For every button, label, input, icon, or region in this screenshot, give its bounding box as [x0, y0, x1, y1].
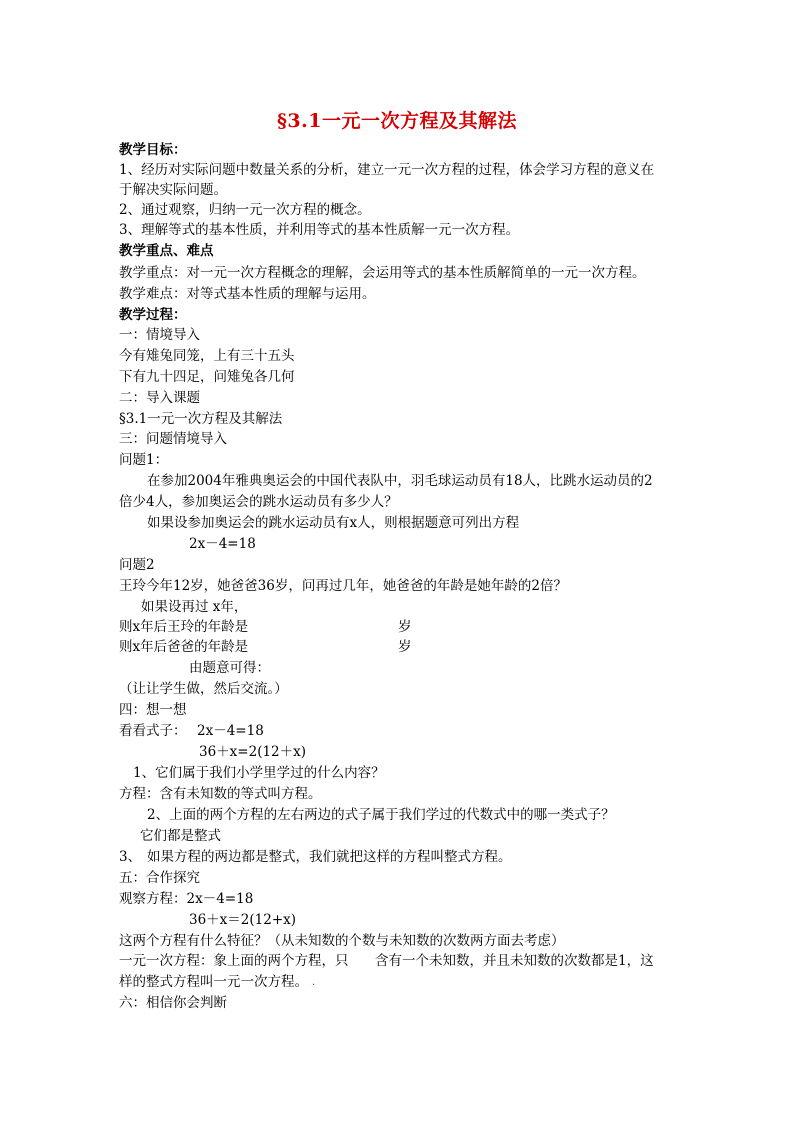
riddle-line-2: 下有九十四足，问雉兔各几何	[119, 369, 295, 385]
integral-equation-definition: 如果方程的两边都是整式，我们就把这样的方程叫整式方程。	[147, 849, 512, 865]
feature-question: 这两个方程有什么特征？（从未知数的个数与未知数的次数两方面去考虑）	[119, 933, 565, 949]
problem-2-text: 王玲今年12岁，她爸爸36岁，问再过几年，她爸爸的年龄是她年龄的2倍？	[119, 578, 567, 594]
wangling-age-prompt: 则x年后王玲的年龄是	[119, 619, 249, 635]
observe-equation-1: 观察方程：2x－4=18	[119, 891, 254, 907]
heading-objectives: 教学目标：	[119, 142, 187, 158]
section-6-heading: 六：相信你会判断	[119, 995, 227, 1011]
age-unit-2: 岁	[398, 639, 412, 655]
problem-2-label: 问题2	[119, 557, 155, 573]
expression-1: 2x－4=18	[197, 723, 264, 739]
section-4-heading: 四：想一想	[119, 702, 187, 718]
age-unit-1: 岁	[398, 619, 412, 635]
objective-1-cont: 于解决实际问题。	[119, 182, 227, 198]
father-age-prompt: 则x年后爸爸的年龄是	[119, 639, 249, 655]
question-2: 2、上面的两个方程的左右两边的式子属于我们学过的代数式中的哪一类式子？	[147, 807, 615, 823]
section-2-heading: 二：导入课题	[119, 390, 200, 406]
topic-line: §3.1一元一次方程及其解法	[119, 411, 283, 427]
expression-2: 36＋x=2(12＋x)	[199, 744, 307, 760]
problem-2-setup: 如果设再过 x年，	[141, 599, 248, 615]
key-point: 教学重点：对一元一次方程概念的理解，会运用等式的基本性质解简单的一元一次方程。	[119, 265, 646, 281]
section-5-heading: 五：合作探究	[119, 870, 200, 886]
equation-definition: 方程：含有未知数的等式叫方程。	[119, 786, 322, 802]
section-3-heading: 三：问题情境导入	[119, 431, 227, 447]
observe-equation-2: 36＋x＝2(12+x)	[189, 912, 297, 928]
heading-key-points: 教学重点、难点	[119, 243, 214, 259]
problem-1-label: 问题1：	[119, 452, 169, 468]
equation-prompt: 由题意可得：	[189, 660, 270, 676]
document-title: §3.1一元一次方程及其解法	[277, 110, 517, 132]
difficult-point: 教学难点：对等式基本性质的理解与运用。	[119, 286, 376, 302]
objective-3: 3、理解等式的基本性质，并利用等式的基本性质解一元一次方程。	[119, 222, 520, 238]
linear-equation-definition-cont: 样的整式方程叫一元一次方程。	[119, 974, 308, 990]
objective-2: 2、通过观察，归纳一元一次方程的概念。	[119, 202, 371, 218]
point-3-label: 3、	[119, 849, 142, 865]
problem-1-text: 在参加2004年雅典奥运会的中国代表队中，羽毛球运动员有18人，比跳水运动员的2	[147, 473, 653, 489]
equation-1: 2x－4=18	[189, 536, 256, 552]
look-at-expressions-label: 看看式子：	[119, 723, 187, 739]
riddle-line-1: 今有雉兔同笼，上有三十五头	[119, 348, 295, 364]
linear-equation-definition-mid: 含有一个未知数，并且未知数的次数都是1，这	[375, 953, 654, 969]
question-1: 1、它们属于我们小学里学过的什么内容？	[133, 765, 385, 781]
problem-1-setup: 如果设参加奥运会的跳水运动员有x人，则根据题意可列出方程	[147, 515, 520, 531]
objective-1: 1、经历对实际问题中数量关系的分析，建立一元一次方程的过程，体会学习方程的意义在	[119, 162, 655, 178]
problem-1-text-cont: 倍少4人，参加奥运会的跳水运动员有多少人？	[119, 494, 398, 510]
citation-mark: .	[312, 977, 316, 988]
section-1-heading: 一：情境导入	[119, 327, 200, 343]
heading-process: 教学过程：	[119, 307, 187, 323]
answer-2: 它们都是整式	[140, 828, 221, 844]
student-activity-note: （让让学生做，然后交流。）	[119, 681, 288, 697]
linear-equation-definition: 一元一次方程：象上面的两个方程，只	[119, 953, 349, 969]
